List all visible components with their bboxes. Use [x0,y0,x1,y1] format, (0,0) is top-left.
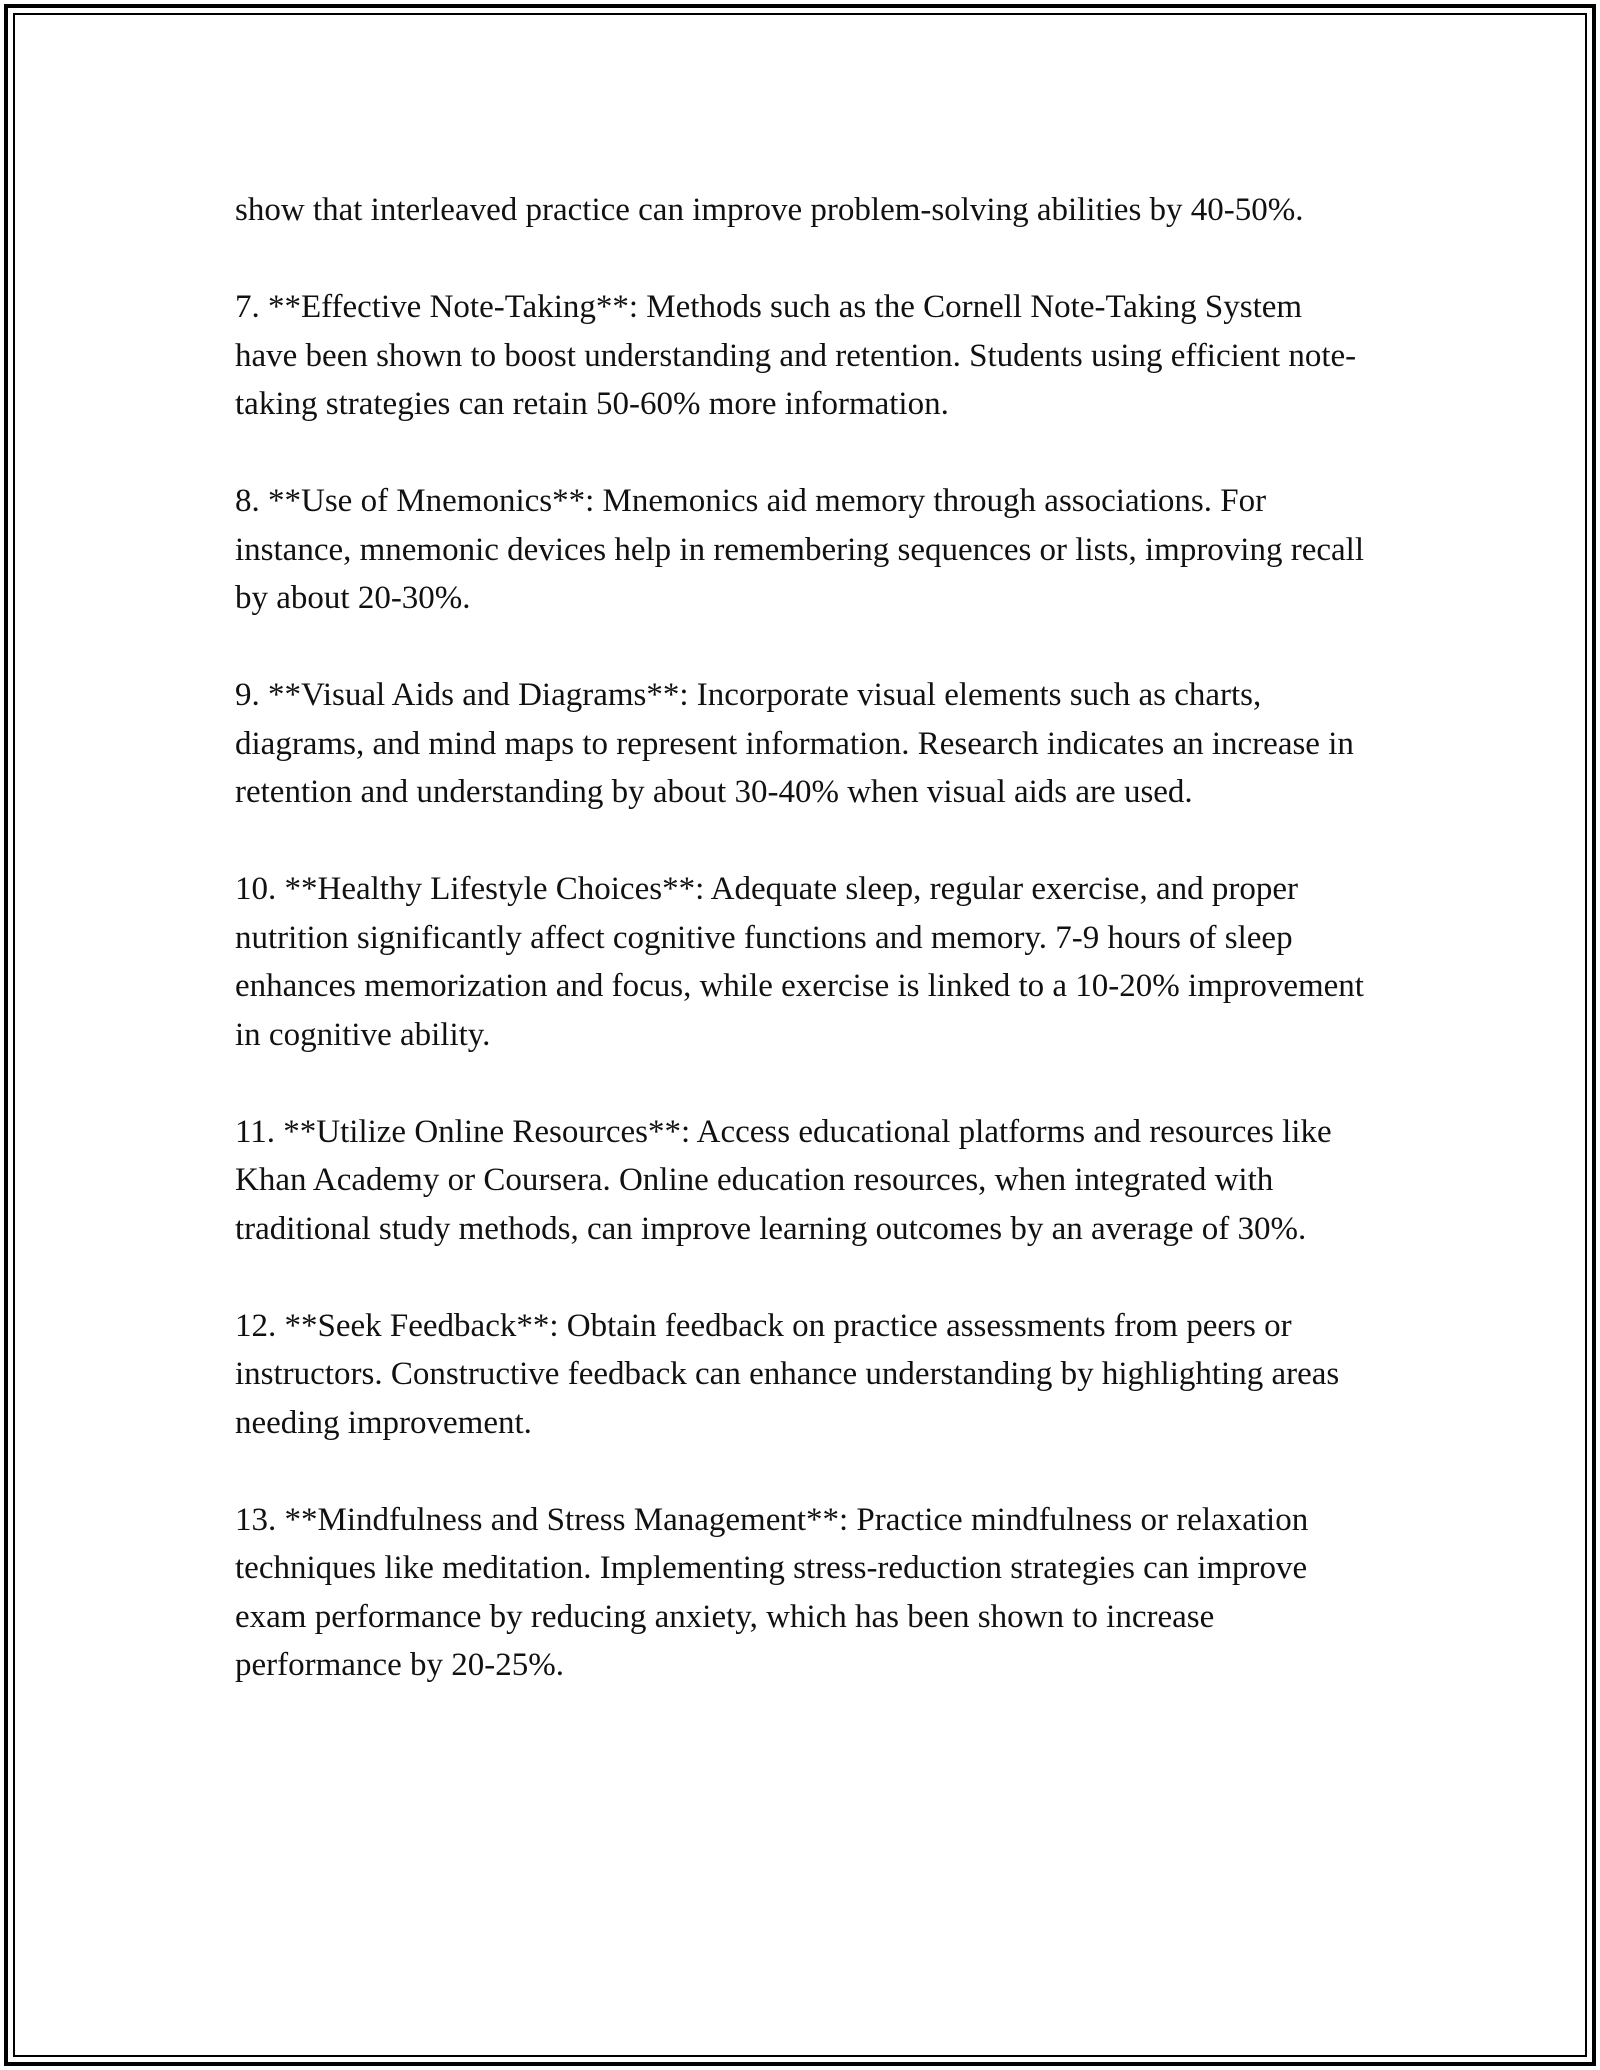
paragraph-seek-feedback: 12. **Seek Feedback**: Obtain feedback on practice assessments from peers or instructors. Constructive feedback can enhance understanding by highlighting areas needing improvement. [235,1307,1340,1441]
paragraph-healthy-lifestyle: 10. **Healthy Lifestyle Choices**: Adequate sleep, regular exercise, and proper nutrition significantly affect cognitive functions and memory. 7-9 hours of sleep enhances memorization and focus, while exercise is linked to a 10-20% improvement in cognitive ability. [235,871,1364,1053]
paragraph-continuation: show that interleaved practice can improve problem-solving abilities by 40-50%. [235,192,1304,228]
paragraph-online-resources: 11. **Utilize Online Resources**: Access educational platforms and resources like Khan Academy or Coursera. Online education resources, when integrated with traditional study methods, can improve learning outcomes by an average of 30%. [235,1113,1332,1247]
paragraph-effective-note-taking: 7. **Effective Note-Taking**: Methods such as the Cornell Note-Taking System have been shown to boost understanding and retention. Students using efficient note-taking strategies can retain 50-60% more information. [235,289,1357,422]
paragraph-mindfulness: 13. **Mindfulness and Stress Management**: Practice mindfulness or relaxation techniques like meditation. Implementing stress-reduction strategies can improve exam performance by reducing anxiety, which has been shown to increase performance by 20-25%. [235,1501,1309,1683]
paragraph-use-of-mnemonics: 8. **Use of Mnemonics**: Mnemonics aid memory through associations. For instance, mnemonic devices help in remembering sequences or lists, improving recall by about 20-30%. [235,483,1364,616]
document-body [235,186,1365,1738]
paragraph-visual-aids: 9. **Visual Aids and Diagrams**: Incorporate visual elements such as charts, diagrams, and mind maps to represent information. Research indicates an increase in retention and understanding by about 30-40% when visual aids are used. [235,677,1354,810]
